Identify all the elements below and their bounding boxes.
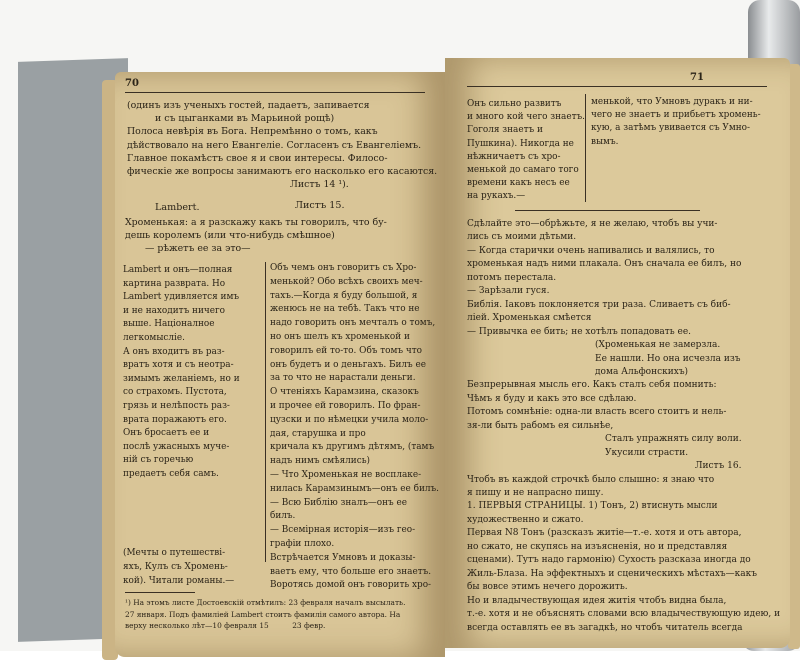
- text-line: но сжато, не скупясь на изъясненія, но и представляя: [467, 541, 728, 552]
- text-line: ній съ горечью: [123, 455, 194, 466]
- text-line: чего не знаетъ и прибьетъ хромень-: [591, 110, 761, 121]
- text-line: Безпрерывная мысль его. Какъ сталъ себя помнить:: [467, 380, 717, 391]
- text-line: Lambert удивляется имъ: [123, 292, 240, 303]
- text-line: ¹) На этомъ листе Достоевскій отмѣтилъ: 23 февраля началъ высылать.: [125, 598, 406, 607]
- text-line: художественно и сжато.: [467, 514, 584, 525]
- text-line: Укусили страсти.: [605, 447, 689, 458]
- right-page-number: 71: [690, 72, 704, 83]
- text-line: Онъ сильно развитъ: [467, 99, 562, 109]
- text-line: Листъ 14 ¹).: [290, 179, 349, 191]
- text-line: — Привычка ее бить; не хотѣлъ попадовать ее.: [467, 326, 692, 337]
- text-line: говорилъ ей то-то. Объ томъ что: [270, 345, 423, 356]
- text-line: — Всемірная исторія—изъ гео-: [270, 525, 416, 536]
- text-line: верху несколько лѣт—10 февраля 15 23 февр.: [125, 621, 326, 630]
- text-line: грязь и нелѣпость раз-: [123, 401, 230, 411]
- text-line: Встрѣчается Умновъ и доказы-: [270, 552, 416, 563]
- header-rule-right: [467, 86, 767, 87]
- text-line: О чтеніяхъ Карамзина, сказокъ: [270, 387, 419, 398]
- right-page: [445, 58, 790, 648]
- text-line: потомъ перестала.: [467, 272, 557, 283]
- column-separator: [265, 262, 266, 562]
- text-line: картина разврата. Но: [123, 278, 226, 289]
- text-line: графіи плохо.: [270, 539, 335, 549]
- text-line: Хроменькая: а я разскажу какъ ты говорилъ, что бу-: [125, 217, 387, 228]
- text-line: дая, старушка и про: [270, 428, 366, 439]
- text-line: 27 января. Подъ фамиліей Lambert стоитъ фамилія самого автора. На: [125, 609, 401, 619]
- text-line: зимымъ желаніемъ, но и: [123, 373, 240, 384]
- text-line: Библія. Іаковъ поклоняется три раза. Сливаетъ съ биб-: [467, 299, 731, 310]
- text-line: Пушкина). Никогда не: [467, 138, 574, 149]
- text-line: врата поражаютъ его.: [123, 414, 227, 425]
- text-line: дѣйствовало на него Евангеліе. Согласенъ съ Евангеліемъ.: [127, 139, 422, 151]
- left-page: [115, 72, 445, 657]
- text-line: выше. Націоналное: [123, 319, 215, 330]
- text-line: Первая N8 Тонъ (разсказъ житіе—т.-е. хотя и отъ автора,: [467, 528, 742, 539]
- text-line: Онъ бросаетъ ее и: [123, 428, 210, 439]
- lambert-heading: Lambert.: [155, 202, 200, 213]
- text-line: Lambert и онъ—полная: [123, 265, 233, 275]
- text-line: (одинъ изъ ученыхъ гостей, падаетъ, запивается: [127, 100, 370, 111]
- header-rule: [125, 92, 425, 93]
- text-line: времени какъ несъ ее: [467, 178, 570, 189]
- text-line: Потомъ сомнѣніе: одна-ли власть всего стоитъ и нель-: [467, 407, 727, 418]
- text-line: вымъ.: [591, 136, 619, 147]
- text-line: менькой, что Умновъ дуракъ и ни-: [591, 97, 753, 107]
- text-line: ваетъ ему, что больше его знаетъ.: [270, 566, 432, 577]
- text-line: за то что не нарастали деньги.: [270, 373, 416, 384]
- text-line: фическіе же вопросы занимаютъ его насколько его касаются.: [127, 166, 438, 177]
- text-line: надо говорить онъ мечталъ о томъ,: [270, 318, 436, 329]
- text-line: я пишу и не напрасно пишу.: [467, 488, 604, 498]
- text-line: т.-е. хотя и не объяснять словами всю владычествующую идею, и: [467, 609, 781, 620]
- text-line: — рѣжетъ ее за это—: [145, 243, 251, 255]
- text-line: Воротясь домой онъ говорить хро-: [270, 580, 432, 591]
- text-line: Сталъ упражнять силу воли.: [605, 434, 742, 445]
- text-line: и не находитъ ничего: [123, 305, 225, 316]
- text-line: дома Альфонскихъ): [595, 366, 689, 377]
- text-line: (Хроменькая не замерзла.: [595, 340, 721, 351]
- text-line: Сдѣлайте это—обрѣжьте, я не желаю, чтобъ вы учи-: [467, 219, 718, 229]
- text-line: ліей. Хроменькая смѣется: [467, 313, 592, 324]
- text-line: 1. ПЕРВЫЯ СТРАНИЦЫ. 1) Тонъ, 2) втиснуть мысли: [467, 501, 718, 512]
- text-line: нѣжничаетъ съ хро-: [467, 151, 561, 162]
- text-line: нилась Карамзинымъ—онъ ее билъ.: [270, 483, 439, 494]
- text-line: менькой до самаго того: [467, 165, 579, 175]
- text-line: кой). Читали романы.—: [123, 576, 235, 586]
- text-line: женюсь не на тебѣ. Такъ что не: [270, 304, 420, 315]
- section-rule: [515, 210, 700, 211]
- text-line: — Когда старички очень напивались и валялись, то: [467, 245, 715, 256]
- text-line: дешь королемъ (или что-нибудь смѣшное): [125, 230, 335, 242]
- text-line: Объ чемъ онъ говоритъ съ Хро-: [270, 263, 417, 273]
- text-line: и много кой чего знаетъ.: [467, 112, 585, 123]
- text-line: менькой? Обо всѣхъ своихъ меч-: [270, 276, 423, 287]
- open-book: [40, 20, 780, 645]
- footnote-rule: [125, 592, 195, 593]
- text-line: Но и владычествующая идея житія чтобъ видна была,: [467, 595, 727, 606]
- text-line: яхъ, Кулъ съ Хромень-: [123, 562, 228, 572]
- text-line: бы вовсе этимъ нечего дорожить.: [467, 582, 628, 593]
- text-line: предаетъ себя самъ.: [123, 469, 219, 479]
- text-line: — Зарѣзали гуся.: [467, 286, 550, 297]
- text-line: лись съ моими дѣтьми.: [467, 232, 577, 243]
- text-line: цузски и по нѣмецки учила моло-: [270, 414, 429, 425]
- list-15-heading: Листъ 15.: [295, 200, 345, 211]
- text-line: Листъ 16.: [695, 461, 742, 472]
- text-line: Гоголя знаетъ и: [467, 125, 543, 136]
- text-line: тахъ.—Когда я буду большой, я: [270, 290, 418, 301]
- text-line: Полоса невѣрія въ Бога. Непремѣнно о томъ, какъ: [127, 126, 378, 138]
- text-line: послѣ ужасныхъ муче-: [123, 441, 230, 452]
- text-line: — Что Хроменькая не восплаке-: [270, 470, 422, 480]
- text-line: Ее нашли. Но она исчезла изъ: [595, 353, 741, 364]
- text-line: зя-ли быть рабомъ ея сильнѣе,: [467, 420, 614, 431]
- text-line: А онъ входитъ въ раз-: [123, 346, 225, 357]
- text-line: билъ.: [270, 511, 296, 522]
- text-line: со страхомъ. Пустота,: [123, 387, 227, 398]
- left-page-number: 70: [125, 78, 139, 89]
- text-line: Жиль-Блаза. На эффектныхъ и сценическихъ мѣстахъ—какъ: [467, 568, 757, 579]
- text-line: хроменькая надъ ними плакала. Онъ сначала ее билъ, но: [467, 259, 742, 270]
- text-line: всегда оставлять ее въ загадкѣ, но чтобъ читатель всегда: [467, 622, 743, 633]
- text-line: кую, а затѣмъ увивается съ Умно-: [591, 123, 751, 134]
- text-line: но онъ шелъ къ хроменькой и: [270, 332, 410, 342]
- text-line: — Всю Библію зналъ—онъ ее: [270, 497, 407, 508]
- text-line: сценами). Тутъ надо гармонію) Сухость разсказа иногда до: [467, 555, 751, 566]
- text-line: (Мечты о путешестві-: [123, 548, 226, 558]
- text-line: кричала къ другимъ дѣтямъ, (тамъ: [270, 442, 435, 453]
- text-line: вратъ хотя и съ неотра-: [123, 360, 234, 371]
- text-line: Чтобъ въ каждой строчкѣ было слышно: я знаю что: [467, 474, 715, 485]
- right-column-separator: [585, 94, 586, 202]
- text-line: на рукахъ.—: [467, 191, 526, 202]
- text-line: онъ будетъ и о деньгахъ. Билъ ее: [270, 359, 427, 370]
- text-line: Чѣмъ я буду и какъ это все сдѣлаю.: [467, 393, 637, 404]
- text-line: и съ цыганками въ Марьиной рощѣ): [155, 113, 335, 125]
- text-line: легкомысліе.: [123, 333, 185, 343]
- text-line: надъ нимъ смѣялись): [270, 456, 370, 467]
- text-line: и прочее ей говорилъ. По фран-: [270, 401, 421, 411]
- text-line: Главное покамѣстъ свое я и свои интересы. Филосо-: [127, 152, 388, 164]
